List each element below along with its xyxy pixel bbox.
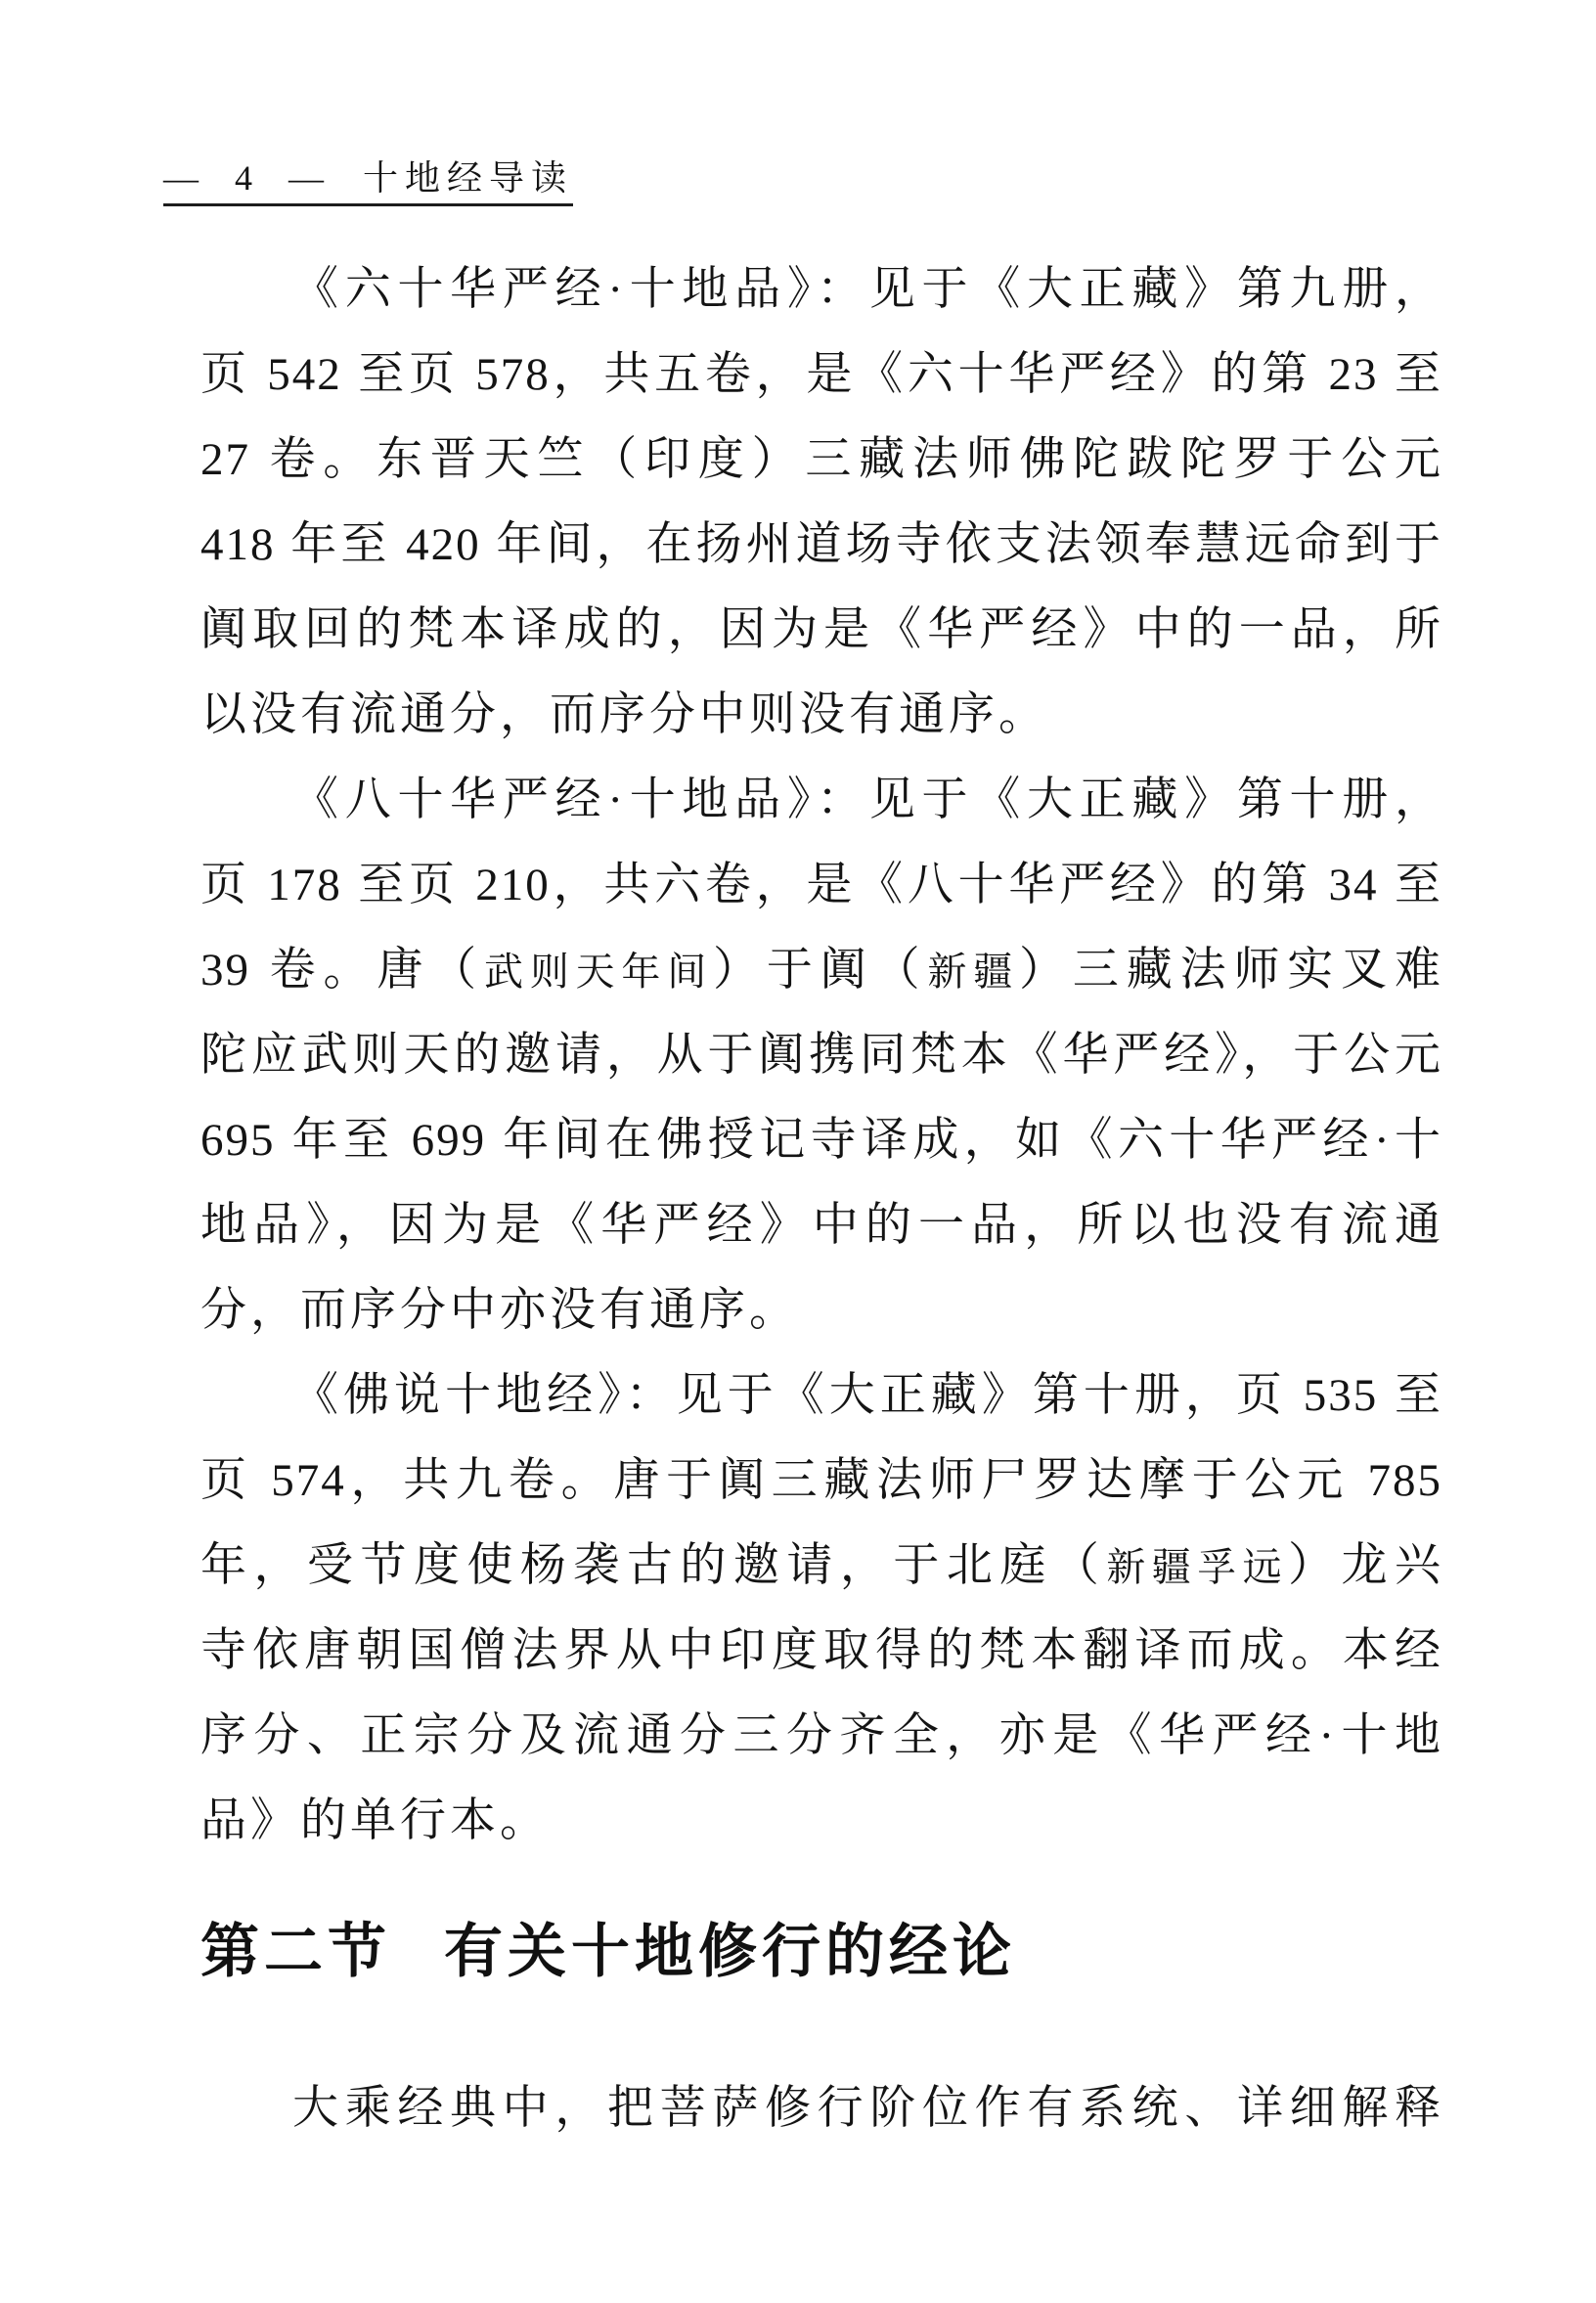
text-line: 以没有流通分，而序分中则没有通序。 xyxy=(200,689,1048,740)
section-title: 有关十地修行的经论 xyxy=(444,1919,1016,1984)
running-head xyxy=(163,156,573,206)
page-number: — 4 — xyxy=(163,158,337,198)
text-line: 寺依唐朝国僧法界从中印度取得的梵本翻译而成。本经 xyxy=(200,1625,1442,1676)
text-line: 页 542 至页 578，共五卷，是《六十华严经》的第 23 至 xyxy=(200,349,1442,400)
book-title: 十地经导读 xyxy=(363,158,574,198)
text-line: 页 574，共九卷。唐于阗三藏法师尸罗达摩于公元 785 xyxy=(200,1455,1442,1506)
text-line: 《佛说十地经》：见于《大正藏》第十册，页 535 至 xyxy=(292,1370,1442,1421)
text-line: 39 卷。唐（武则天年间）于阗（新疆）三藏法师实叉难 xyxy=(200,945,1442,996)
paragraph-foshuo-shidijing xyxy=(200,1353,1442,1864)
paragraph-sixty-huayan xyxy=(200,247,1442,758)
text-line: 分，而序分中亦没有通序。 xyxy=(200,1285,799,1336)
text-line: 地品》，因为是《华严经》中的一品，所以也没有流通 xyxy=(200,1200,1442,1251)
text-line: 年，受节度使杨袭古的邀请，于北庭（新疆孚远）龙兴 xyxy=(200,1540,1442,1591)
text-line: 《八十华严经·十地品》：见于《大正藏》第十册， xyxy=(292,775,1442,825)
paragraph-mahayana-intro xyxy=(200,2066,1442,2151)
text-line: 《六十华严经·十地品》：见于《大正藏》第九册， xyxy=(292,264,1442,315)
paragraph-eighty-huayan xyxy=(200,758,1442,1353)
text-line: 大乘经典中，把菩萨修行阶位作有系统、详细解释 xyxy=(292,2083,1442,2134)
section-heading xyxy=(200,1913,1442,1991)
kai-annotation: 武则天年间 xyxy=(484,950,713,994)
text-line: 页 178 至页 210，共六卷，是《八十华严经》的第 34 至 xyxy=(200,860,1442,910)
kai-annotation: 新疆孚远 xyxy=(1106,1545,1289,1589)
text-line: 418 年至 420 年间，在扬州道场寺依支法领奉慧远命到于 xyxy=(200,519,1442,570)
kai-annotation: 新疆 xyxy=(927,950,1020,994)
text-line: 27 卷。东晋天竺（印度）三藏法师佛陀跋陀罗于公元 xyxy=(200,434,1442,485)
text-line: 品》的单行本。 xyxy=(200,1795,550,1846)
text-line: 陀应武则天的邀请，从于阗携同梵本《华严经》，于公元 xyxy=(200,1030,1442,1081)
text-line: 序分、正宗分及流通分三分齐全，亦是《华严经·十地 xyxy=(200,1710,1442,1761)
section-number: 第二节 xyxy=(200,1919,391,1984)
text-line: 阗取回的梵本译成的，因为是《华严经》中的一品，所 xyxy=(200,604,1442,655)
text-column xyxy=(200,247,1442,2151)
text-line: 695 年至 699 年间在佛授记寺译成，如《六十华严经·十 xyxy=(200,1115,1442,1166)
